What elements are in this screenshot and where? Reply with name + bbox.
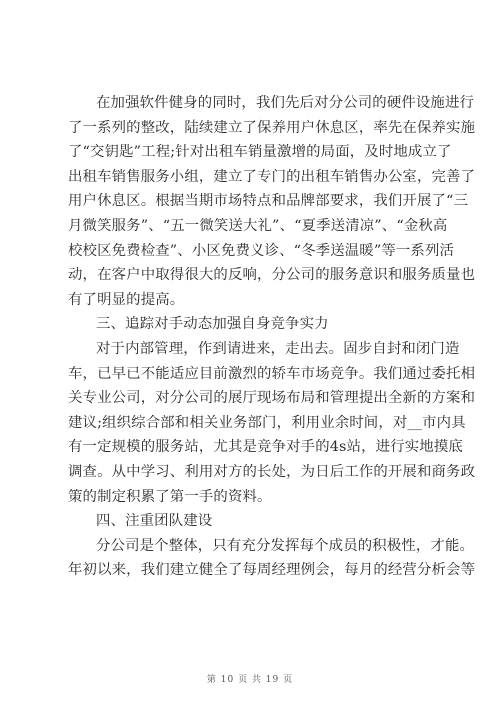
text-line: 车，已早已不能适应目前激烈的轿车市场竞争。我们通过委托相 (68, 365, 476, 382)
text-line: 在加强软件健身的同时，我们先后对分公司的硬件设施进行 (96, 95, 475, 111)
text-line: 调查。从中学习、利用对方的长处，为日后工作的开展和商务政 (68, 463, 476, 480)
section-heading: 三、追踪对手动态加强自身竞争实力 (96, 316, 329, 333)
text-line: 动，在客户中取得很大的反响，分公司的服务意识和服务质量也 (68, 267, 476, 284)
text-line: 分公司是个整体，只有充分发挥每个成员的积极性，才能。 (96, 537, 475, 554)
text-line: 有一定规模的服务站，尤其是竞争对手的4s站，进行实地摸底 (68, 439, 463, 456)
text-line: 校校区免费检查”、小区免费义诊、“冬季送温暖”等一系列活 (68, 242, 455, 259)
text-line: 对于内部管理，作到请进来，走出去。固步自封和闭门造 (96, 340, 460, 357)
text-line: 出租车销售服务小组，建立了专门的出租车销售办公室，完善了 (68, 168, 476, 185)
text-line: 有了明显的提高。 (68, 291, 185, 308)
text-line: 了一系列的整改，陆续建立了保养用户休息区，率先在保养实施 (68, 119, 476, 136)
document-body (68, 91, 476, 583)
text-line: 了“交钥匙”工程;针对出租车销量激增的局面，及时地成立了 (68, 144, 452, 161)
section-heading: 四、注重团队建设 (96, 513, 213, 530)
page-number-footer: 第 10 页 共 19 页 (206, 675, 294, 685)
text-line: 用户休息区。根据当期市场特点和品牌部要求，我们开展了“三 (68, 193, 469, 210)
text-line: 年初以来，我们建立健全了每周经理例会，每月的经营分析会等 (68, 562, 476, 579)
text-line: 关专业公司，对分公司的展厅现场布局和管理提出全新的方案和 (68, 390, 476, 407)
text-line: 月微笑服务”、“五一微笑送大礼”、“夏季送清凉”、“金秋高 (68, 217, 448, 234)
text-line: 建议;组织综合部和相关业务部门，利用业余时间，对__市内具 (68, 414, 466, 431)
text-line: 策的制定积累了第一手的资料。 (68, 488, 272, 505)
